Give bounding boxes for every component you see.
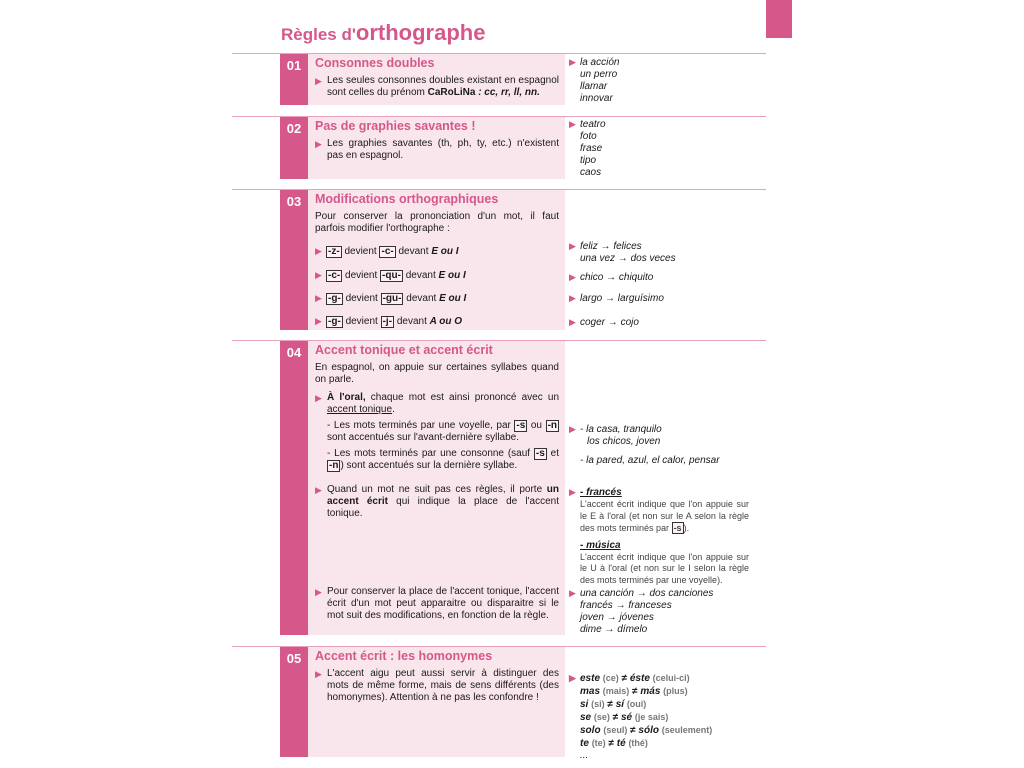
rule-sentence: - Les mots terminés par une consonne (sauf <box>327 448 531 459</box>
examples <box>569 486 749 586</box>
gloss: (celui-ci) <box>652 673 690 683</box>
example-word: - francés <box>580 487 622 498</box>
example: joven → jóvenes <box>580 612 654 623</box>
vowels: E ou I <box>431 246 459 257</box>
example: teatro <box>580 119 606 130</box>
section-title: Consonnes doubles <box>315 56 435 70</box>
explanation: L'accent écrit indique que l'on appuie sur le U à l'oral (et non sur le I selon la règle des mots terminés par une voyelle). <box>580 551 749 585</box>
preposition: devant <box>406 293 437 304</box>
page-corner-tab <box>766 0 792 38</box>
rule-row <box>315 315 462 328</box>
word: sí <box>615 699 625 710</box>
example: chico → chiquito <box>580 272 654 283</box>
example: - la casa, tranquilo <box>580 424 662 435</box>
letter-box: -s <box>673 523 682 533</box>
explanation <box>569 499 749 535</box>
section-number: 05 <box>280 647 308 757</box>
gloss: (seulement) <box>661 725 713 735</box>
ellipsis: ... <box>580 750 589 761</box>
bullet-arrow-icon: ▶ <box>569 424 576 434</box>
letter-box: -n <box>329 460 339 471</box>
letter-box: -s <box>535 448 545 459</box>
bullet-arrow-icon: ▶ <box>315 139 322 149</box>
section-title: Modifications orthographiques <box>315 192 499 206</box>
homonym-pair <box>569 685 769 698</box>
rule-sentence: - Les mots terminés par une voyelle, par <box>327 420 511 431</box>
bold-term: un accent écrit <box>327 484 559 507</box>
letter-box: -s <box>516 420 526 431</box>
example-word: - música <box>580 539 621 551</box>
section-03 <box>280 190 765 330</box>
bold-lead: À l'oral, <box>327 392 366 403</box>
not-equal-icon: ≠ <box>612 712 619 723</box>
rule-sentence: chaque mot est ainsi prononcé avec un <box>365 392 560 403</box>
examples <box>569 316 769 329</box>
bullet-arrow-icon: ▶ <box>569 57 576 67</box>
word: mas <box>580 686 601 697</box>
title-main: orthographe <box>355 20 486 45</box>
gloss: (oui) <box>626 699 647 709</box>
verb: devient <box>344 246 377 257</box>
keep-accent-rule <box>315 586 559 622</box>
examples <box>569 271 769 284</box>
homonym-pairs <box>569 672 769 762</box>
section-panel <box>308 190 565 330</box>
section-number: 03 <box>280 190 308 330</box>
bullet-arrow-icon: ▶ <box>315 76 322 86</box>
example: tipo <box>580 155 597 166</box>
bullet-arrow-icon: ▶ <box>569 673 576 683</box>
consonant-rule <box>315 448 559 472</box>
section-number: 04 <box>280 341 308 635</box>
rule-text <box>315 75 559 99</box>
section-05 <box>280 647 765 761</box>
section-panel <box>308 341 565 635</box>
double-letters: : cc, rr, ll, nn. <box>475 87 540 98</box>
example: - la pared, azul, el calor, pensar <box>580 455 720 466</box>
rule-sentence: qui indique la place de l'accent tonique. <box>327 496 559 519</box>
gloss: (te) <box>591 738 606 748</box>
section-panel <box>308 54 565 105</box>
preposition: devant <box>398 246 429 257</box>
vowels: E ou I <box>439 293 467 304</box>
rule-sentence: ) sont accentués sur la dernière syllabe. <box>340 460 518 471</box>
section-panel <box>308 647 565 757</box>
vowel-rule <box>315 420 559 444</box>
bullet-arrow-icon: ▶ <box>569 272 576 282</box>
gloss: (seul) <box>603 725 628 735</box>
section-01 <box>280 54 765 105</box>
letter-box: -n <box>547 420 558 431</box>
letter-box: -z- <box>328 246 340 257</box>
rule-sentence: sont accentués sur l'avant-dernière syllabe. <box>327 432 520 443</box>
example: una vez → dos veces <box>580 253 676 264</box>
rule-text <box>315 668 559 704</box>
rule-sentence: Les seules consonnes doubles existant en espagnol sont celles du prénom <box>327 75 559 98</box>
letter-box: -g- <box>328 293 341 304</box>
bullet-arrow-icon: ▶ <box>569 487 576 497</box>
title-prefix: Règles d' <box>281 25 356 44</box>
note-text: ). <box>683 523 690 533</box>
section-title: Accent écrit : les homonymes <box>315 649 493 663</box>
bullet-arrow-icon: ▶ <box>569 317 576 327</box>
example: los chicos, joven <box>587 436 661 447</box>
word: té <box>616 738 626 749</box>
example: foto <box>580 131 597 142</box>
word: más <box>640 686 661 697</box>
gloss: (mais) <box>602 686 630 696</box>
page-title <box>281 20 485 46</box>
word: te <box>580 738 589 749</box>
oral-rule: ▶ À l'oral, chaque mot est ainsi prononcé avec un accent tonique. <box>315 392 560 415</box>
example: innovar <box>580 93 613 104</box>
bullet-arrow-icon: ▶ <box>315 669 322 679</box>
example: coger → cojo <box>580 317 639 328</box>
bullet-arrow-icon: ▶ <box>315 587 322 597</box>
example: largo → larguísimo <box>580 293 664 304</box>
example: la acción <box>580 57 620 68</box>
example: dime → dímelo <box>580 624 648 635</box>
examples <box>569 56 769 105</box>
letter-box: -g- <box>328 316 341 327</box>
homonym-pair <box>569 737 769 750</box>
section-02 <box>280 117 765 179</box>
gloss: (ce) <box>602 673 619 683</box>
conjunction: ou <box>530 420 542 431</box>
letter-box: -qu- <box>382 270 401 281</box>
rule-row <box>315 292 466 305</box>
bullet-arrow-icon: ▶ <box>569 293 576 303</box>
letter-box: -c- <box>381 246 394 257</box>
example: una canción → dos canciones <box>580 588 714 599</box>
letter-box: -j- <box>382 316 393 327</box>
bullet-arrow-icon: ▶ <box>569 119 576 129</box>
not-equal-icon: ≠ <box>608 738 614 749</box>
section-title: Accent tonique et accent écrit <box>315 343 493 357</box>
preposition: devant <box>396 316 427 327</box>
examples <box>569 423 769 448</box>
bullet-arrow-icon: ▶ <box>569 588 576 598</box>
gloss: (se) <box>593 712 610 722</box>
name-word: CaRoLiNa <box>427 87 476 98</box>
bullet-arrow-icon: ▶ <box>315 246 322 256</box>
examples <box>569 587 769 636</box>
word: se <box>580 712 592 723</box>
examples <box>569 292 769 305</box>
example: caos <box>580 167 602 178</box>
example: francés → franceses <box>580 600 672 611</box>
example: un perro <box>580 69 618 80</box>
note-text: L'accent écrit indique que l'on appuie sur le E à l'oral (et non sur le A selon la règle des mots terminés par <box>580 499 749 533</box>
section-panel <box>308 117 565 179</box>
word: si <box>580 699 589 710</box>
word: solo <box>580 725 601 736</box>
example: feliz → felices <box>580 241 642 252</box>
verb: devient <box>345 293 378 304</box>
examples <box>569 455 780 467</box>
bullet-arrow-icon: ▶ <box>315 270 322 280</box>
homonym-pair <box>569 698 769 711</box>
bullet-arrow-icon: ▶ <box>315 393 322 403</box>
rule-row <box>315 245 459 258</box>
example: llamar <box>580 81 608 92</box>
word: sólo <box>638 725 659 736</box>
conjunction: et <box>550 448 560 459</box>
examples <box>569 118 769 179</box>
term-underlined: accent tonique <box>327 404 393 415</box>
verb: devient <box>345 316 378 327</box>
gloss: (plus) <box>663 686 688 696</box>
verb: devient <box>345 270 378 281</box>
intro-text: En espagnol, on appuie sur certaines syllabes quand on parle. <box>315 362 559 385</box>
example: frase <box>580 143 603 154</box>
rule-row <box>315 269 466 282</box>
not-equal-icon: ≠ <box>621 673 628 684</box>
homonym-pair <box>569 711 769 724</box>
rule-sentence: Quand un mot ne suit pas ces règles, il porte <box>327 484 547 495</box>
not-equal-icon: ≠ <box>607 699 613 710</box>
word: éste <box>629 673 650 684</box>
rule-text <box>315 138 559 162</box>
not-equal-icon: ≠ <box>632 686 638 697</box>
section-title: Pas de graphies savantes ! <box>315 119 476 133</box>
preposition: devant <box>405 270 436 281</box>
rule-sentence: Pour conserver la place de l'accent tonique, l'accent écrit d'un mot peut apparaitre ou disparaitre si le mot suit des modifications, en fonction de la règle. <box>327 586 559 621</box>
section-number: 01 <box>280 54 308 105</box>
examples <box>569 240 769 265</box>
word: sé <box>620 712 633 723</box>
bullet-arrow-icon: ▶ <box>315 485 322 495</box>
homonym-pair <box>569 724 769 737</box>
rule-sentence: Les graphies savantes (th, ph, ty, etc.) n'existent pas en espagnol. <box>327 138 559 161</box>
letter-box: -c- <box>328 270 341 281</box>
bullet-arrow-icon: ▶ <box>569 241 576 251</box>
section-04 <box>280 341 765 635</box>
letter-box: -gu- <box>382 293 402 304</box>
homonym-pair <box>569 672 769 685</box>
not-equal-icon: ≠ <box>630 725 636 736</box>
rule-sentence: L'accent aigu peut aussi servir à distinguer des mots de même forme, mais de sens différents (des homonymes). Attention à ne pas les confondre ! <box>327 668 559 703</box>
bullet-arrow-icon: ▶ <box>315 316 322 326</box>
vowels: E ou I <box>438 270 466 281</box>
gloss: (je sais) <box>634 712 669 722</box>
word: este <box>580 673 601 684</box>
gloss: (si) <box>591 699 605 709</box>
intro-text: Pour conserver la prononciation d'un mot, il faut parfois modifier l'orthographe : <box>315 211 559 234</box>
section-number: 02 <box>280 117 308 179</box>
vowels: A ou O <box>429 316 463 327</box>
gloss: (thé) <box>628 738 648 748</box>
bullet-arrow-icon: ▶ <box>315 293 322 303</box>
written-accent-rule <box>315 484 559 520</box>
